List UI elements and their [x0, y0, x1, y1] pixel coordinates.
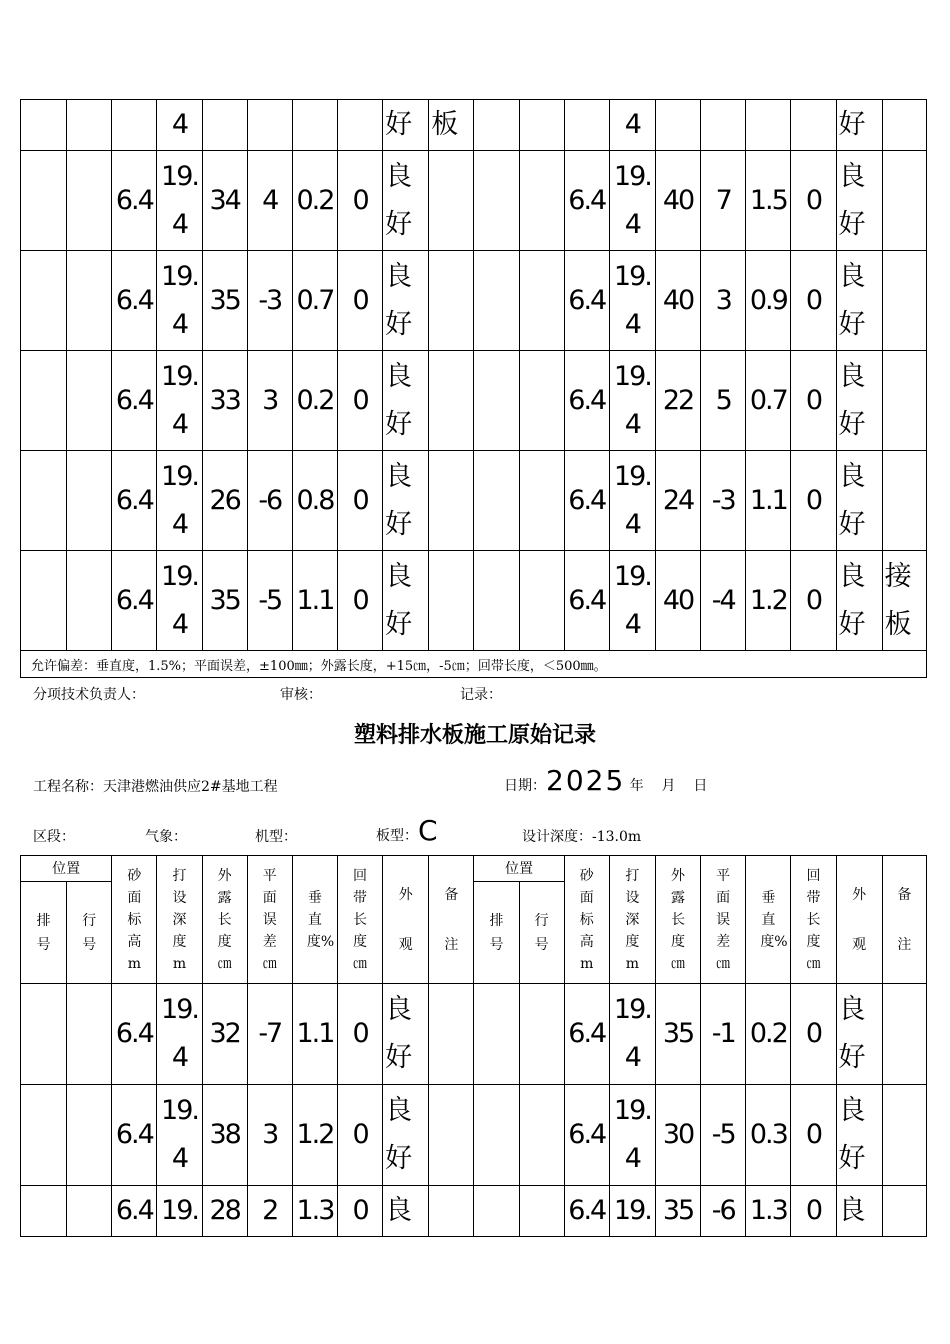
- table-cell: 0.7: [746, 351, 791, 451]
- table-cell: [21, 251, 67, 351]
- table-cell: 6.4: [564, 984, 609, 1085]
- table-cell: [882, 984, 926, 1085]
- table-cell: [519, 251, 564, 351]
- table-cell: 35: [202, 551, 247, 651]
- table-cell: [67, 984, 112, 1085]
- table-cell: 7: [701, 151, 746, 251]
- table-cell: 良好: [383, 151, 429, 251]
- table-cell: [519, 1186, 564, 1237]
- table-cell: 0: [791, 351, 836, 451]
- table-cell: [519, 451, 564, 551]
- table-cell: 良好: [383, 984, 429, 1085]
- table-cell: -6: [247, 451, 292, 551]
- table-cell: 19.4: [157, 351, 202, 451]
- table-cell: 4: [157, 100, 202, 151]
- table-cell: [429, 451, 474, 551]
- table-cell: [21, 1186, 67, 1237]
- table-cell: 19.4: [609, 1085, 655, 1186]
- table-cell: 0.8: [292, 451, 337, 551]
- table-cell: [429, 1085, 474, 1186]
- table-cell: 35: [655, 984, 700, 1085]
- weather-label: 气象：: [145, 829, 187, 845]
- table-cell: [474, 351, 519, 451]
- table-cell: [474, 151, 519, 251]
- table-cell: 6.4: [564, 451, 609, 551]
- table-cell: 19.4: [609, 151, 655, 251]
- table-row: [21, 984, 927, 1085]
- table-cell: [882, 151, 926, 251]
- table-cell: 19.4: [157, 1085, 202, 1186]
- header-remark-right: 备注: [882, 856, 926, 984]
- table-row: [21, 451, 927, 551]
- table-cell: [292, 100, 337, 151]
- board-label: 板型：: [376, 828, 418, 844]
- table-cell: [519, 984, 564, 1085]
- table-cell: -3: [247, 251, 292, 351]
- year-value: 2025: [546, 764, 626, 797]
- table-row: [21, 151, 927, 251]
- project-name: 工程名称：天津港燃油供应2#基地工程: [33, 779, 278, 795]
- table-cell: [21, 351, 67, 451]
- table-cell: 6.4: [564, 1085, 609, 1186]
- table-cell: 35: [655, 1186, 700, 1237]
- table-cell: 6.4: [112, 351, 157, 451]
- table-cell: 0.7: [292, 251, 337, 351]
- table-cell: 0: [337, 351, 382, 451]
- table-cell: 6.4: [564, 351, 609, 451]
- table-cell: [67, 151, 112, 251]
- table-cell: -5: [701, 1085, 746, 1186]
- month-unit: 月: [661, 778, 676, 794]
- header-verticality-right: 垂直度%: [746, 856, 791, 984]
- header-row-no-right: 排号: [474, 882, 519, 984]
- table-cell: 6.4: [112, 151, 157, 251]
- table-cell: 40: [655, 251, 700, 351]
- table-cell: 28: [202, 1186, 247, 1237]
- table-cell: [67, 551, 112, 651]
- table-cell: 6.4: [112, 451, 157, 551]
- table-row: [21, 1085, 927, 1186]
- header-return-len-left: 回带长度㎝: [337, 856, 382, 984]
- table-cell: 1.1: [292, 551, 337, 651]
- header-verticality-left: 垂直度%: [292, 856, 337, 984]
- table-cell: 0: [791, 984, 836, 1085]
- table-cell: 良好: [836, 984, 882, 1085]
- table-cell: [429, 551, 474, 651]
- bottom-table: [20, 855, 927, 1237]
- table-cell: 好: [836, 100, 882, 151]
- table-cell: [21, 100, 67, 151]
- table-cell: 良好: [836, 251, 882, 351]
- table-cell: [882, 100, 926, 151]
- table-cell: 19.4: [609, 984, 655, 1085]
- table-cell: [474, 1186, 519, 1237]
- table-row: [21, 551, 927, 651]
- table-cell: [67, 1186, 112, 1237]
- form-title: 塑料排水板施工原始记录: [353, 722, 596, 748]
- table-cell: 6.4: [564, 1186, 609, 1237]
- table-cell: [21, 151, 67, 251]
- table-cell: 0: [337, 551, 382, 651]
- table-cell: [519, 100, 564, 151]
- design-depth: 设计深度：-13.0m: [522, 829, 642, 845]
- table-cell: [474, 451, 519, 551]
- day-unit: 日: [693, 778, 708, 794]
- table-cell: 6.4: [112, 251, 157, 351]
- recorder-label: 记录：: [460, 687, 502, 703]
- reviewer-label: 审核：: [280, 687, 322, 703]
- table-row: [21, 1186, 927, 1237]
- header-appearance-left: 外观: [383, 856, 429, 984]
- table-cell: 良好: [383, 451, 429, 551]
- table-cell: 5: [701, 351, 746, 451]
- table-cell: 3: [701, 251, 746, 351]
- table-cell: 4: [247, 151, 292, 251]
- table-cell: 19.4: [157, 251, 202, 351]
- table-cell: 0: [337, 984, 382, 1085]
- table-cell: 19.4: [157, 151, 202, 251]
- table-cell: -4: [701, 551, 746, 651]
- table-cell: 33: [202, 351, 247, 451]
- table-cell: [882, 1085, 926, 1186]
- table-cell: 板: [429, 100, 474, 151]
- tolerance-row: [21, 651, 927, 678]
- table-cell: 40: [655, 551, 700, 651]
- table-cell: 0: [791, 1085, 836, 1186]
- table-cell: 19.4: [609, 251, 655, 351]
- table-cell: [564, 100, 609, 151]
- table-cell: 19.: [157, 1186, 202, 1237]
- header-exposed-len-left: 外露长度㎝: [202, 856, 247, 984]
- header-plane-err-right: 平面误差㎝: [701, 856, 746, 984]
- table-cell: -3: [701, 451, 746, 551]
- table-cell: 26: [202, 451, 247, 551]
- table-cell: [474, 251, 519, 351]
- table-cell: [791, 100, 836, 151]
- header-appearance-right: 外观: [836, 856, 882, 984]
- table-cell: [112, 100, 157, 151]
- table-cell: 6.4: [112, 1186, 157, 1237]
- header-drive-depth-left: 打设深度m: [157, 856, 202, 984]
- table-cell: 34: [202, 151, 247, 251]
- table-cell: [429, 984, 474, 1085]
- table-cell: [429, 251, 474, 351]
- tolerance-note: 允许偏差：垂直度，1.5%；平面误差，±100㎜；外露长度，+15㎝，-5㎝；回带长度，＜500㎜。: [21, 651, 927, 678]
- table-cell: 良好: [836, 451, 882, 551]
- table-cell: [655, 100, 700, 151]
- table-cell: 良好: [836, 551, 882, 651]
- table-cell: [882, 251, 926, 351]
- table-cell: 1.2: [746, 551, 791, 651]
- table-cell: 6.4: [112, 551, 157, 651]
- table-cell: 良好: [383, 551, 429, 651]
- table-cell: 40: [655, 151, 700, 251]
- header-sand-elev-left: 砂面标高m: [112, 856, 157, 984]
- table-cell: 6.4: [564, 251, 609, 351]
- board-type: [376, 814, 438, 847]
- table-cell: 0: [791, 151, 836, 251]
- table-cell: [701, 100, 746, 151]
- table-cell: 3: [247, 1085, 292, 1186]
- header-col-no-left: 行号: [67, 882, 112, 984]
- table-cell: 19.: [609, 1186, 655, 1237]
- table-cell: 1.1: [746, 451, 791, 551]
- table-cell: [67, 351, 112, 451]
- table-cell: 19.4: [157, 451, 202, 551]
- section-label: 区段：: [33, 829, 75, 845]
- table-cell: 19.4: [157, 551, 202, 651]
- table-cell: 0.2: [746, 984, 791, 1085]
- table-cell: [519, 551, 564, 651]
- table-cell: 0.9: [746, 251, 791, 351]
- year-unit: 年: [629, 778, 644, 794]
- table-cell: [519, 1085, 564, 1186]
- table-cell: 0: [337, 1186, 382, 1237]
- table-cell: 0: [337, 1085, 382, 1186]
- table-cell: [519, 151, 564, 251]
- header-remark-left: 备注: [429, 856, 474, 984]
- date-line: [504, 764, 707, 797]
- table-cell: [67, 251, 112, 351]
- table-cell: [21, 1085, 67, 1186]
- table-cell: -6: [701, 1186, 746, 1237]
- table-cell: 19.4: [157, 984, 202, 1085]
- table-cell: 6.4: [564, 151, 609, 251]
- date-label: 日期：: [504, 778, 546, 794]
- table-cell: 良好: [383, 351, 429, 451]
- table-cell: 1.5: [746, 151, 791, 251]
- table-cell: [519, 351, 564, 451]
- table-cell: 22: [655, 351, 700, 451]
- table-cell: 良: [836, 1186, 882, 1237]
- header-col-no-right: 行号: [519, 882, 564, 984]
- table-cell: 0: [337, 151, 382, 251]
- table-cell: 1.1: [292, 984, 337, 1085]
- table-cell: 良好: [383, 251, 429, 351]
- table-cell: 32: [202, 984, 247, 1085]
- table-cell: 接板: [882, 551, 926, 651]
- table-cell: [474, 551, 519, 651]
- table-cell: 38: [202, 1085, 247, 1186]
- table-cell: [429, 351, 474, 451]
- header-sand-elev-right: 砂面标高m: [564, 856, 609, 984]
- table-cell: [882, 351, 926, 451]
- table-cell: [882, 1186, 926, 1237]
- header-row-no-left: 排号: [21, 882, 67, 984]
- table-cell: 3: [247, 351, 292, 451]
- table-cell: 良好: [836, 1085, 882, 1186]
- table-cell: 0: [791, 551, 836, 651]
- table-cell: 2: [247, 1186, 292, 1237]
- machine-label: 机型：: [255, 829, 297, 845]
- table-cell: 35: [202, 251, 247, 351]
- table-cell: 0.2: [292, 151, 337, 251]
- table-cell: -1: [701, 984, 746, 1085]
- tech-lead-label: 分项技术负责人：: [33, 687, 145, 703]
- top-table: [20, 99, 927, 678]
- table-cell: 19.4: [609, 551, 655, 651]
- header-position-right: 位置: [474, 856, 564, 882]
- table-cell: 30: [655, 1085, 700, 1186]
- table-cell: 6.4: [564, 551, 609, 651]
- table-cell: [429, 151, 474, 251]
- table-cell: [337, 100, 382, 151]
- table-cell: 0: [337, 451, 382, 551]
- table-cell: 1.3: [746, 1186, 791, 1237]
- table-cell: 0.3: [746, 1085, 791, 1186]
- table-cell: [474, 984, 519, 1085]
- table-cell: 1.3: [292, 1186, 337, 1237]
- table-cell: 0.2: [292, 351, 337, 451]
- table-cell: 19.4: [609, 451, 655, 551]
- header-row-1: [21, 856, 927, 882]
- table-cell: [247, 100, 292, 151]
- table-cell: 良好: [836, 151, 882, 251]
- table-cell: 24: [655, 451, 700, 551]
- header-return-len-right: 回带长度㎝: [791, 856, 836, 984]
- table-cell: 0: [791, 451, 836, 551]
- table-row: [21, 251, 927, 351]
- table-cell: 6.4: [112, 984, 157, 1085]
- board-value: C: [418, 814, 438, 847]
- table-cell: 良好: [836, 351, 882, 451]
- table-cell: 4: [609, 100, 655, 151]
- table-cell: [67, 1085, 112, 1186]
- table-cell: 好: [383, 100, 429, 151]
- table-cell: [474, 100, 519, 151]
- table-cell: [21, 984, 67, 1085]
- table-cell: 1.2: [292, 1085, 337, 1186]
- table-cell: 6.4: [112, 1085, 157, 1186]
- table-cell: [21, 451, 67, 551]
- table-cell: [429, 1186, 474, 1237]
- header-plane-err-left: 平面误差㎝: [247, 856, 292, 984]
- table-row: [21, 100, 927, 151]
- table-row: [21, 351, 927, 451]
- table-cell: [67, 100, 112, 151]
- table-cell: -5: [247, 551, 292, 651]
- table-cell: 19.4: [609, 351, 655, 451]
- table-cell: [67, 451, 112, 551]
- table-cell: [474, 1085, 519, 1186]
- header-drive-depth-right: 打设深度m: [609, 856, 655, 984]
- table-cell: [202, 100, 247, 151]
- table-cell: 0: [791, 251, 836, 351]
- table-cell: 0: [791, 1186, 836, 1237]
- header-position-left: 位置: [21, 856, 112, 882]
- table-cell: 0: [337, 251, 382, 351]
- table-cell: -7: [247, 984, 292, 1085]
- table-cell: 良好: [383, 1085, 429, 1186]
- table-cell: 良: [383, 1186, 429, 1237]
- table-cell: [882, 451, 926, 551]
- table-cell: [746, 100, 791, 151]
- header-exposed-len-right: 外露长度㎝: [655, 856, 700, 984]
- table-cell: [21, 551, 67, 651]
